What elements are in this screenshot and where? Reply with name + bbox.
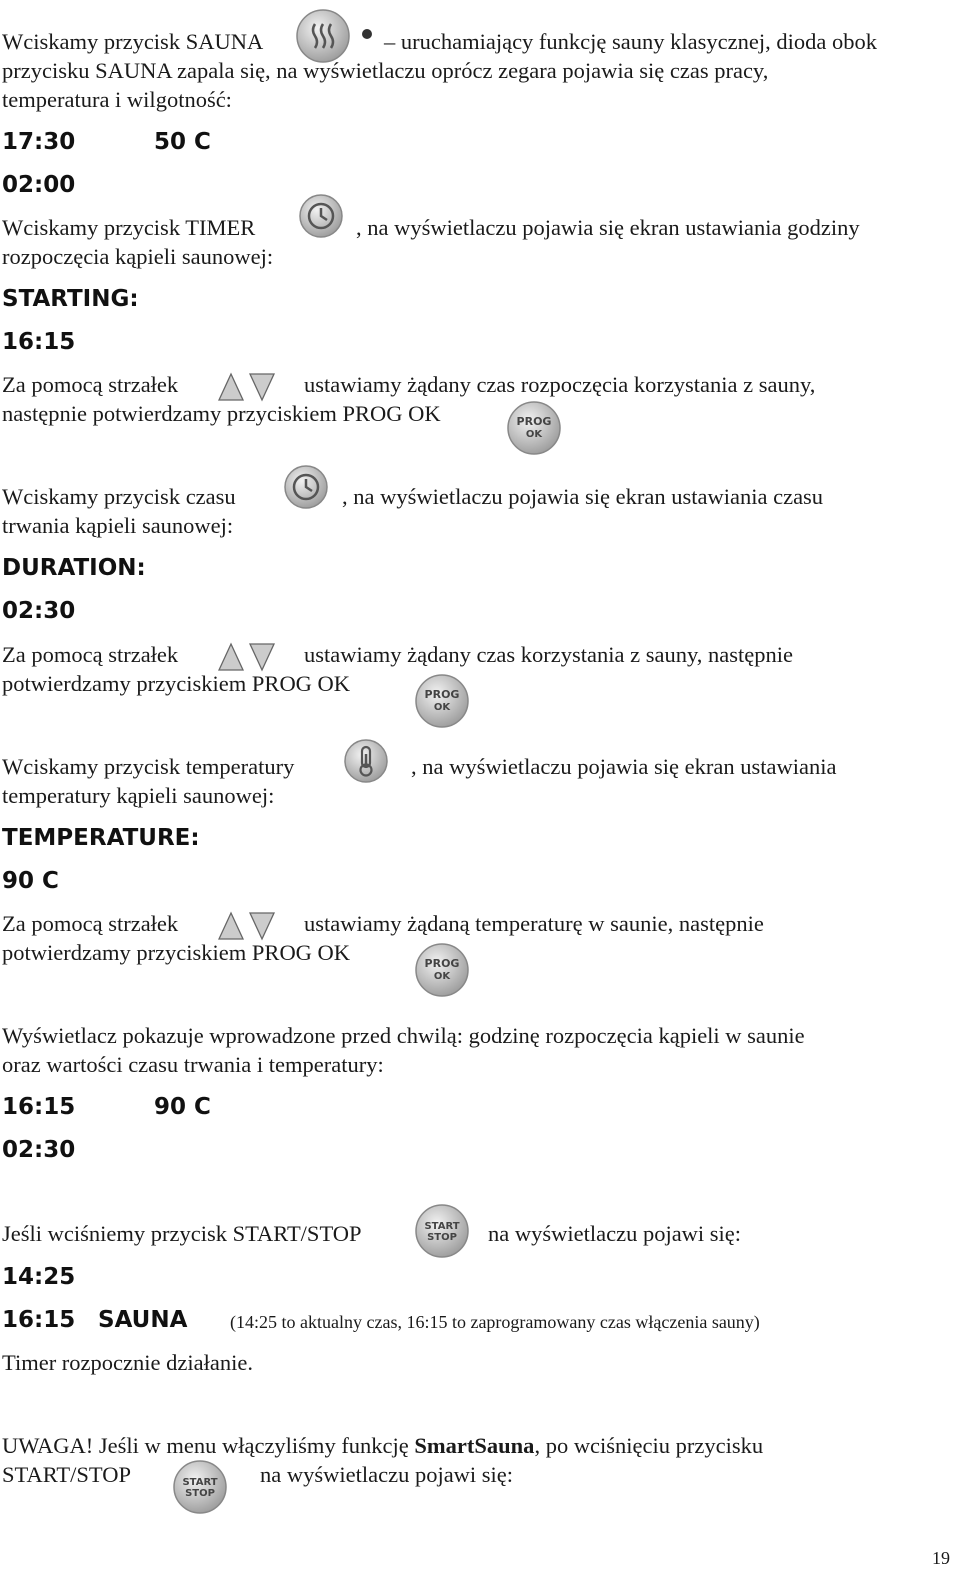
- text-line: , na wyświetlaczu pojawia się ekran ustawiania czasu: [342, 484, 824, 509]
- display-value: SAUNA: [98, 1307, 188, 1333]
- text-line: ustawiamy żądany czas rozpoczęcia korzystania z sauny,: [304, 372, 816, 397]
- text-line: Za pomocą strzałek: [2, 911, 179, 936]
- display-value: TEMPERATURE:: [2, 825, 200, 851]
- text-line: temperatury kąpieli saunowej:: [2, 783, 275, 808]
- text-line: Wciskamy przycisk SAUNA: [2, 29, 264, 54]
- prog-label: PROG: [516, 415, 552, 428]
- text-line: Jeśli wciśniemy przycisk START/STOP: [2, 1221, 362, 1246]
- text-line: ustawiamy żądany czas korzystania z sauny, następnie: [304, 642, 793, 667]
- prog-label: PROG: [424, 957, 460, 970]
- text-line: Wciskamy przycisk czasu: [2, 484, 236, 509]
- start-stop-button: [172, 1459, 228, 1515]
- text-line: Za pomocą strzałek: [2, 642, 179, 667]
- text-line: potwierdzamy przyciskiem PROG OK: [2, 671, 351, 696]
- arrow-up-down-icon: [218, 372, 276, 402]
- prog-ok-button: [506, 400, 562, 456]
- arrow-up-down-icon: [218, 911, 276, 941]
- duration-button: [283, 464, 329, 510]
- display-value: 02:00: [2, 172, 76, 198]
- ok-label: OK: [433, 702, 451, 713]
- display-value: 16:15: [2, 1307, 76, 1333]
- display-value: 90 C: [2, 868, 59, 894]
- arrow-up-down-icon: [218, 642, 276, 672]
- note-text: (14:25 to aktualny czas, 16:15 to zaprogramowany czas włączenia sauny): [230, 1312, 760, 1332]
- text-span: UWAGA! Jeśli w menu włączyliśmy funkcję: [2, 1433, 415, 1458]
- text-line: , na wyświetlaczu pojawia się ekran ustawiania godziny: [356, 215, 860, 240]
- text-line: , na wyświetlaczu pojawia się ekran ustawiania: [411, 754, 837, 779]
- start-label: START: [182, 1477, 218, 1488]
- display-value: 14:25: [2, 1264, 76, 1290]
- ok-label: OK: [525, 429, 543, 440]
- prog-ok-button: [414, 673, 470, 729]
- text-line: na wyświetlaczu pojawi się:: [488, 1221, 742, 1246]
- led-dot-icon: [361, 28, 373, 40]
- text-line: oraz wartości czasu trwania i temperatury:: [2, 1052, 384, 1077]
- text-line: Za pomocą strzałek: [2, 372, 179, 397]
- page-number: 19: [932, 1548, 950, 1568]
- text-line: trwania kąpieli saunowej:: [2, 513, 234, 538]
- ok-label: OK: [433, 971, 451, 982]
- prog-label: PROG: [424, 688, 460, 701]
- text-line: przycisku SAUNA zapala się, na wyświetlaczu oprócz zegara pojawia się czas pracy,: [2, 58, 769, 83]
- display-value: 90 C: [154, 1094, 211, 1120]
- stop-label: STOP: [427, 1232, 457, 1243]
- text-line: – uruchamiający funkcję sauny klasycznej, dioda obok: [384, 29, 877, 54]
- start-stop-button: [414, 1203, 470, 1259]
- timer-button: [298, 193, 344, 239]
- display-value: 17:30: [2, 129, 76, 155]
- text-line: Timer rozpocznie działanie.: [2, 1350, 253, 1375]
- start-label: START: [424, 1221, 460, 1232]
- smartsauna-bold: SmartSauna: [414, 1433, 535, 1458]
- text-line: potwierdzamy przyciskiem PROG OK: [2, 940, 351, 965]
- text-line: na wyświetlaczu pojawi się:: [260, 1462, 514, 1487]
- text-line: rozpoczęcia kąpieli saunowej:: [2, 244, 274, 269]
- text-line: następnie potwierdzamy przyciskiem PROG OK: [2, 401, 441, 426]
- text-line: temperatura i wilgotność:: [2, 87, 232, 112]
- text-line: START/STOP: [2, 1462, 131, 1487]
- display-value: 16:15: [2, 1094, 76, 1120]
- display-value: 16:15: [2, 329, 76, 355]
- text-span: , po wciśnięciu przycisku: [534, 1433, 764, 1458]
- display-value: 02:30: [2, 598, 76, 624]
- text-line: Wyświetlacz pokazuje wprowadzone przed chwilą: godzinę rozpoczęcia kąpieli w saunie: [2, 1023, 805, 1048]
- text-line: Wciskamy przycisk TIMER: [2, 215, 256, 240]
- text-line: ustawiamy żądaną temperaturę w saunie, następnie: [304, 911, 764, 936]
- prog-ok-button: [414, 942, 470, 998]
- display-value: 02:30: [2, 1137, 76, 1163]
- stop-label: STOP: [185, 1488, 215, 1499]
- display-value: STARTING:: [2, 286, 139, 312]
- text-line: [2, 1431, 763, 1460]
- text-line: Wciskamy przycisk temperatury: [2, 754, 295, 779]
- display-value: DURATION:: [2, 555, 146, 581]
- temperature-button: [343, 738, 389, 784]
- display-value: 50 C: [154, 129, 211, 155]
